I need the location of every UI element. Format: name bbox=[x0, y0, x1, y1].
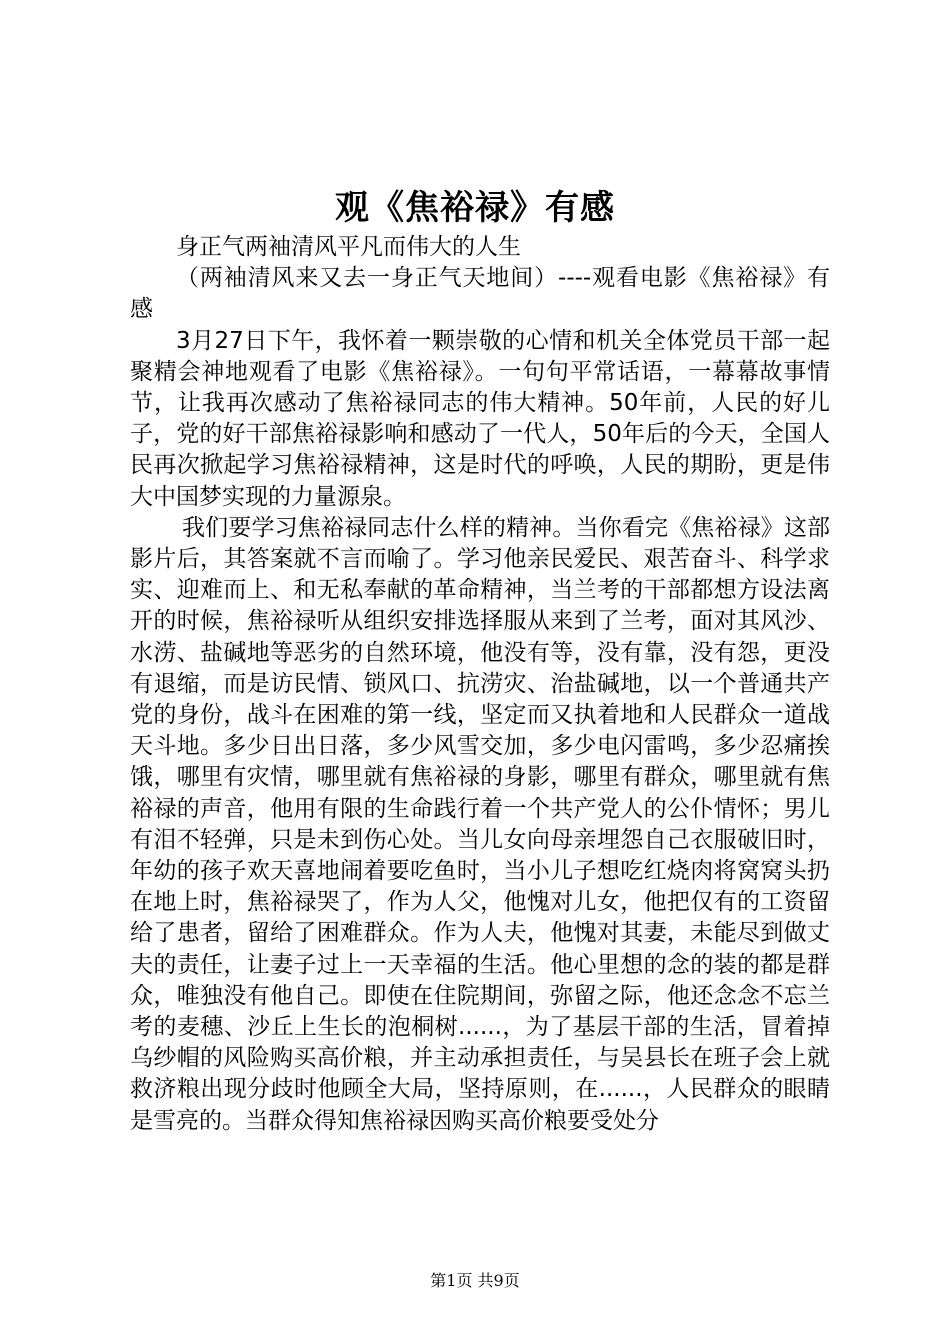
paragraph-main: 我们要学习焦裕禄同志什么样的精神。当你看完《焦裕禄》这部影片后，其答案就不言而喻了。学习他亲民爱民、艰苦奋斗、科学求实、迎难而上、和无私奉献的革命精神，当兰考的干部都想方设法离开的时候，焦裕禄听从组织安排选择服从来到了兰考，面对其风沙、水涝、盐碱地等恶劣的自然环境，他没有等，没有靠，没有怨，更没有退缩，而是访民情、锁风口、抗涝灾、治盐碱地，以一个普通共产党的身份，战斗在困难的第一线，坚定而又执着地和人民群众一道战天斗地。多少日出日落，多少风雪交加，多少电闪雷鸣，多少忍痛挨饿，哪里有灾情，哪里就有焦裕禄的身影，哪里有群众，哪里就有焦裕禄的声音，他用有限的生命践行着一个共产党人的公仆情怀；男儿有泪不轻弹，只是未到伤心处。当儿女向母亲埋怨自己衣服破旧时，年幼的孩子欢天喜地闹着要吃鱼时，当小儿子想吃红烧肉将窝窝头扔在地上时，焦裕禄哭了，作为人父，他愧对儿女，他把仅有的工资留给了患者，留给了困难群众。作为人夫，他愧对其妻，未能尽到做丈夫的责任，让妻子过上一天幸福的生活。他心里想的念的装的都是群众，唯独没有他自己。即使在住院期间，弥留之际，他还念念不忘兰考的麦穗、沙丘上生长的泡桐树......，为了基层干部的生活，冒着掉乌纱帽的风险购买高价粮，并主动承担责任，与吴县长在班子会上就救济粮出现分歧时他顾全大局，坚持原则，在......，人民群众的眼睛是雪亮的。当群众得知焦裕禄因购买高价粮要受处分 bbox=[130, 514, 830, 1134]
document-body bbox=[130, 232, 830, 1137]
paragraph-intro: 3月27日下午，我怀着一颗崇敬的心情和机关全体党员干部一起聚精会神地观看了电影《焦裕禄》。一句句平常话语，一幕幕故事情节，让我再次感动了焦裕禄同志的伟大精神。50年前，人民的好儿子，党的好干部焦裕禄影响和感动了一代人，50年后的今天，全国人民再次掀起学习焦裕禄精神，这是时代的呼唤，人民的期盼，更是伟大中国梦实现的力量源泉。 bbox=[130, 327, 830, 510]
paragraph-subheading: （两袖清风来又去一身正气天地间）----观看电影《焦裕禄》有感 bbox=[130, 265, 830, 323]
paragraph-subtitle: 身正气两袖清风平凡而伟大的人生 bbox=[176, 234, 521, 260]
document-title: 观《焦裕禄》有感 bbox=[335, 188, 615, 228]
page-footer: 第1页 共9页 bbox=[430, 1271, 520, 1290]
